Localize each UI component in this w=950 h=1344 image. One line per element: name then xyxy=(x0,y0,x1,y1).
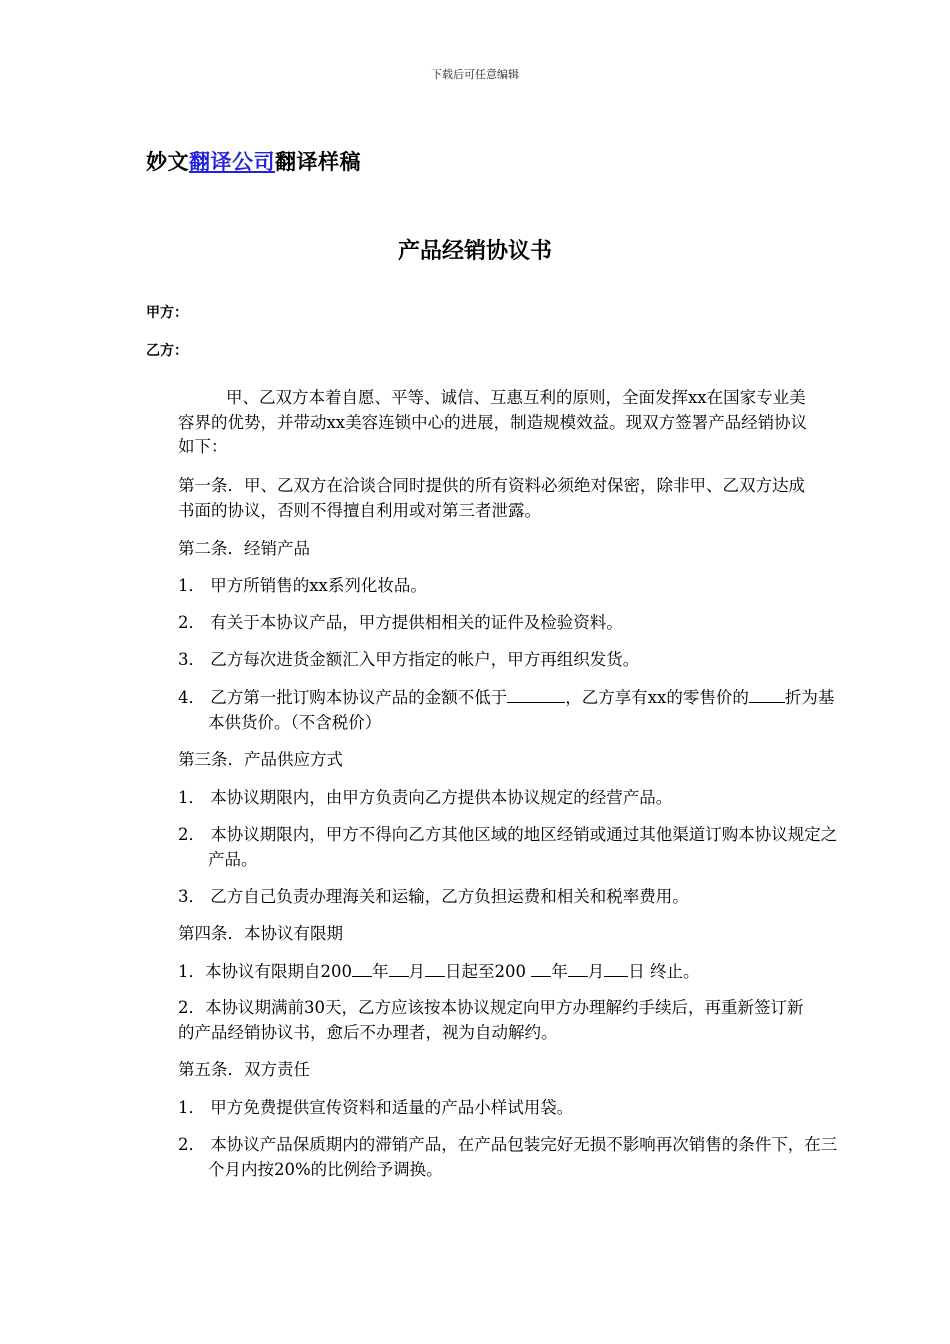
date-text-c: 月 xyxy=(408,962,425,981)
article-2-item-2: 2． 有关于本协议产品，甲方提供相相关的证件及检验资料。 xyxy=(178,613,623,632)
article-1: 第一条．甲、乙双方在洽谈合同时提供的所有资料必须绝对保密，除非甲、乙双方达成书面的协议，否则不得擅自利用或对第三者泄露。 xyxy=(178,476,805,520)
article-2-item-1: 1． 甲方所销售的xx系列化妆品。 xyxy=(178,576,427,595)
article-2-heading: 第二条．经销产品 xyxy=(178,539,310,558)
article-3-item-2: 2． 本协议期限内，甲方不得向乙方其他区域的地区经销或通过其他渠道订购本协议规定之产品。 xyxy=(178,825,838,869)
company-link[interactable]: 翻译公司 xyxy=(189,150,275,174)
amount-blank[interactable] xyxy=(507,685,565,703)
document-title: 产品经销协议书 xyxy=(397,239,552,264)
party-b-label: 乙方： xyxy=(146,343,188,359)
end-month-blank[interactable] xyxy=(568,959,588,977)
item-4-text-b: ，乙方享有xx的零售价的 xyxy=(565,688,749,707)
end-year-blank[interactable] xyxy=(531,959,551,977)
article-2-item-3: 3． 乙方每次进货金额汇入甲方指定的帐户，甲方再组织发货。 xyxy=(178,650,640,669)
date-text-g: 日 终止。 xyxy=(628,962,700,981)
start-year-blank[interactable] xyxy=(352,959,372,977)
date-text-a: 1．本协议有限期自200 xyxy=(178,962,352,981)
intro-paragraph: 甲、乙双方本着自愿、平等、诚信、互惠互利的原则，全面发挥xx在国家专业美容界的优势，并带动xx美容连锁中心的进展，制造规模效益。现双方签署产品经销协议如下： xyxy=(178,388,808,456)
start-month-blank[interactable] xyxy=(389,959,409,977)
company-prefix: 妙文 xyxy=(146,150,189,174)
article-5-item-1: 1． 甲方免费提供宣传资料和适量的产品小样试用袋。 xyxy=(178,1098,574,1117)
date-text-e: 年 xyxy=(551,962,568,981)
article-2-item-4 xyxy=(178,685,848,735)
item-4-text-a: 4． 乙方第一批订购本协议产品的金额不低于 xyxy=(178,688,508,707)
item-4-text-c: 折为基本供货价。（不含税价） xyxy=(208,688,835,732)
article-5-heading: 第五条．双方责任 xyxy=(178,1060,310,1079)
article-4-item-1 xyxy=(178,959,818,985)
page-header: 下载后可任意编辑 xyxy=(431,68,519,81)
date-text-b: 年 xyxy=(372,962,389,981)
article-4-heading: 第四条．本协议有限期 xyxy=(178,924,343,943)
start-day-blank[interactable] xyxy=(425,959,445,977)
article-4-item-2: 2．本协议期满前30天，乙方应该按本协议规定向甲方办理解约手续后，再重新签订新的产品经销协议书，愈后不办理者，视为自动解约。 xyxy=(178,998,804,1042)
article-5-item-2: 2． 本协议产品保质期内的滞销产品，在产品包装完好无损不影响再次销售的条件下，在三个月内按20%的比例给予调换。 xyxy=(178,1135,838,1179)
article-3-item-3: 3． 乙方自己负责办理海关和运输，乙方负担运费和相关和税率费用。 xyxy=(178,887,689,906)
company-suffix: 翻译样稿 xyxy=(275,150,361,174)
date-text-f: 月 xyxy=(587,962,605,981)
date-text-d: 日起至200 xyxy=(445,962,532,981)
company-heading xyxy=(146,146,361,176)
article-3-item-1: 1． 本协议期限内，由甲方负责向乙方提供本协议规定的经营产品。 xyxy=(178,788,673,807)
article-3-heading: 第三条．产品供应方式 xyxy=(178,750,343,769)
party-a-label: 甲方： xyxy=(146,305,188,321)
end-day-blank[interactable] xyxy=(604,959,628,977)
discount-blank[interactable] xyxy=(749,685,785,703)
